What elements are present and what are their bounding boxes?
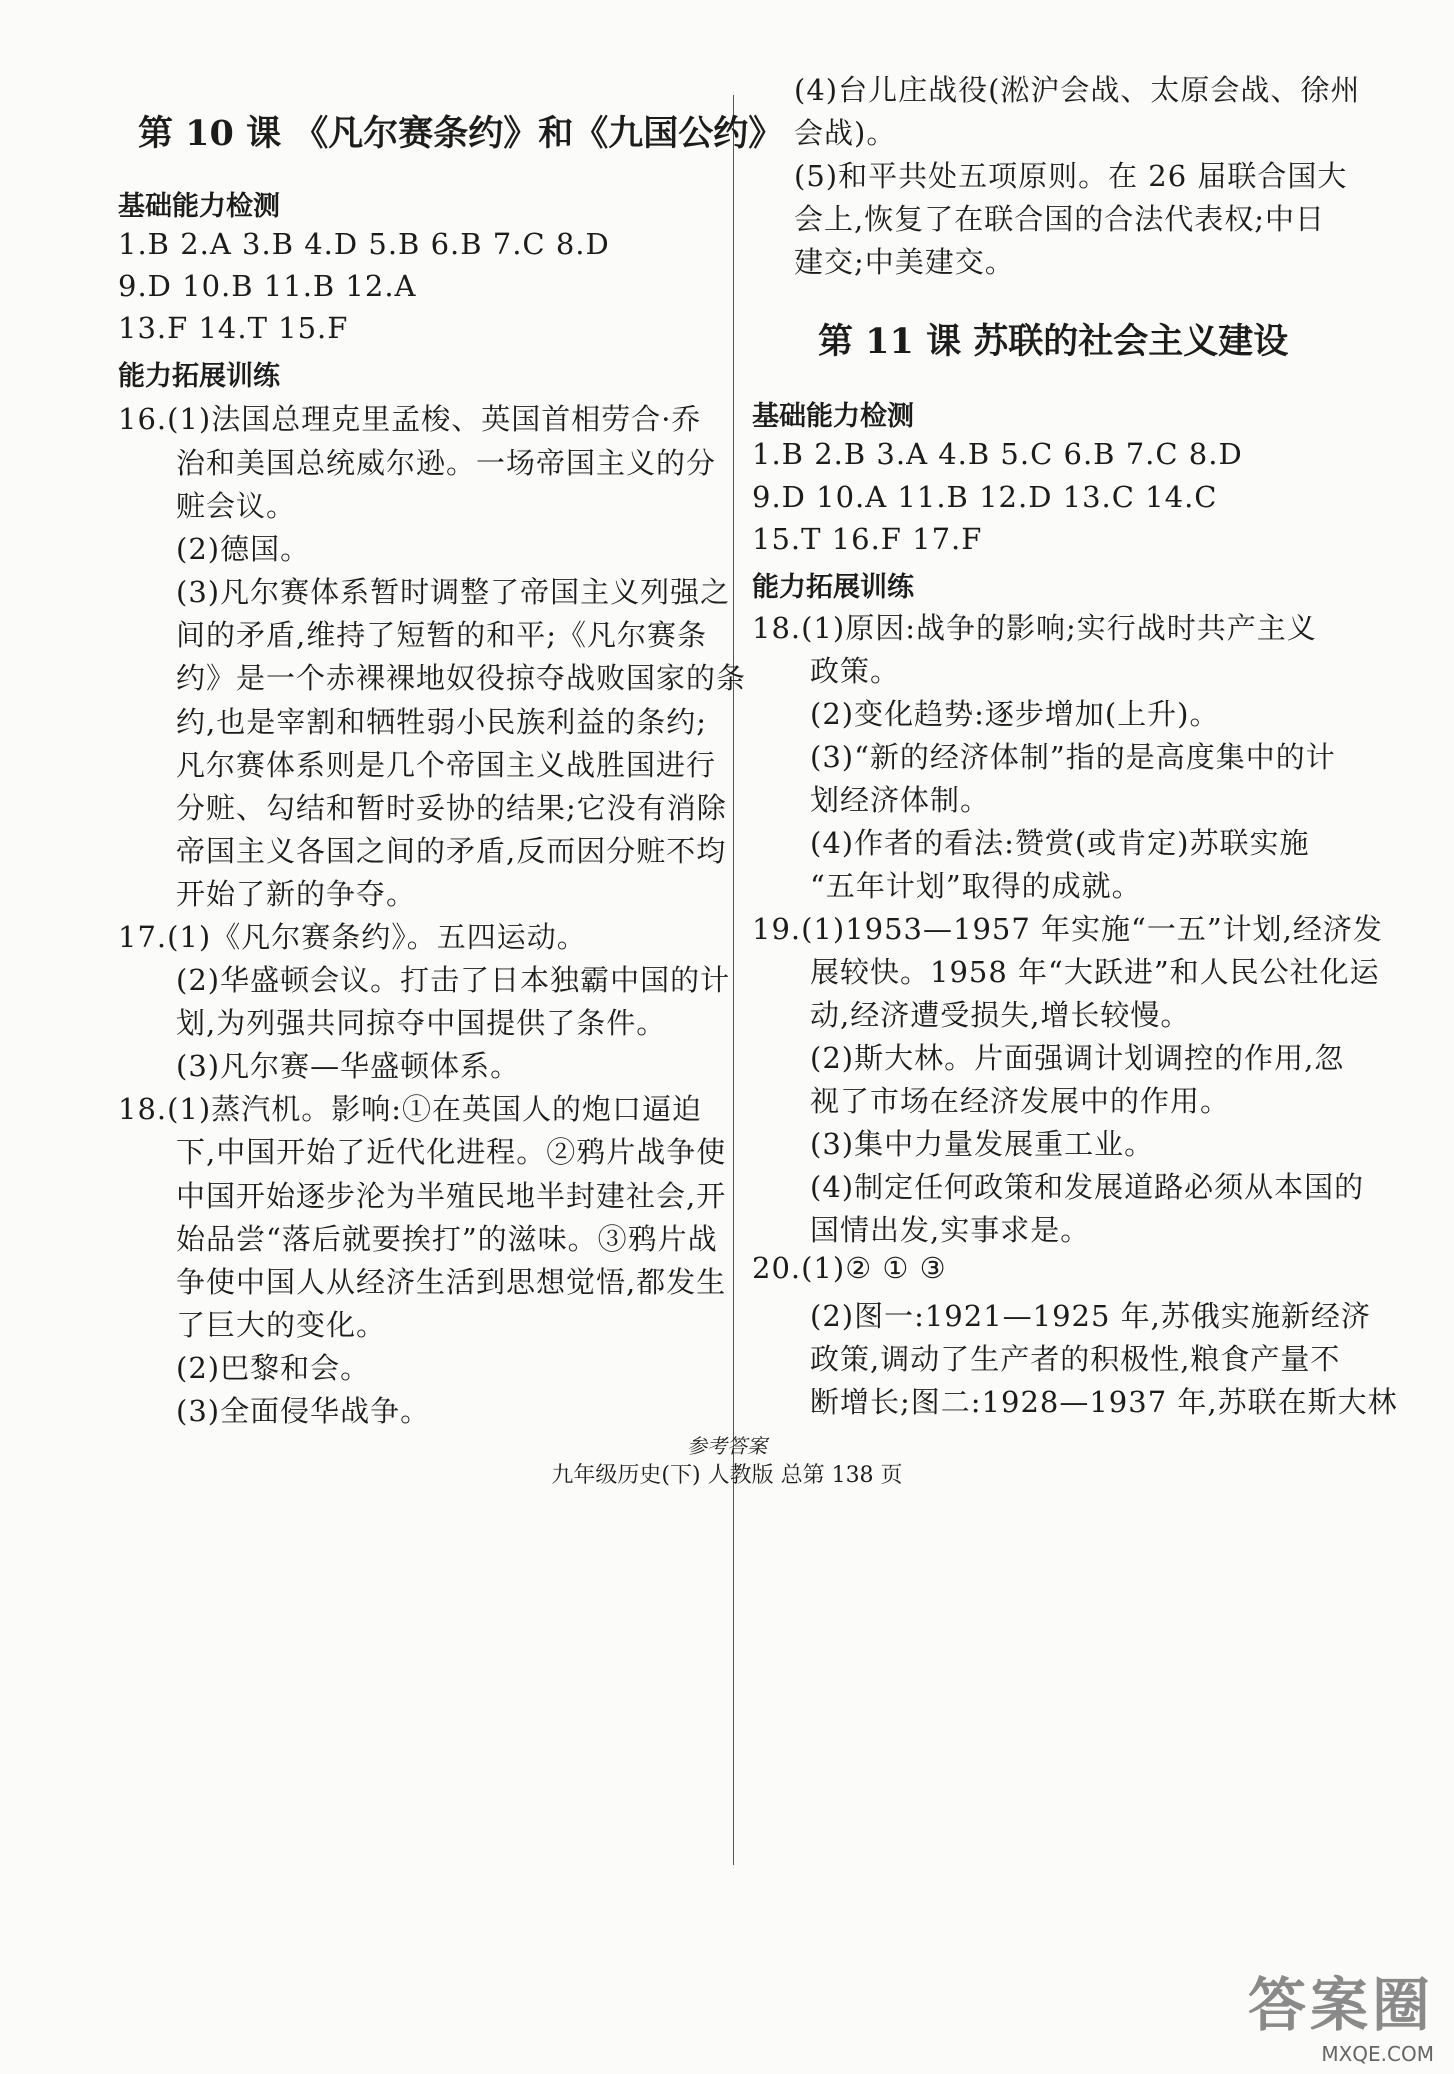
text-line: 会战)。: [794, 116, 897, 150]
text-line: 19.(1)1953—1957 年实施“一五”计划,经济发: [752, 912, 1383, 946]
text-line: (5)和平共处五项原则。在 26 届联合国大: [794, 159, 1348, 193]
text-line: (3)凡尔赛—华盛顿体系。: [176, 1049, 521, 1083]
text-line: (2)图一:1921—1925 年,苏俄实施新经济: [810, 1299, 1371, 1333]
footer-label: 参考答案: [687, 1434, 767, 1458]
text-line: 政策,调动了生产者的积极性,粮食产量不: [810, 1342, 1341, 1376]
text-line: 始品尝“落后就要挨打”的滋味。③鸦片战: [176, 1222, 718, 1256]
text-line: 划经济体制。: [810, 783, 991, 817]
text-line: 治和美国总统威尔逊。一场帝国主义的分: [176, 446, 717, 480]
answer-line: 13.F 14.T 15.F: [118, 311, 349, 345]
text-line: 20.(1)② ① ③: [752, 1251, 947, 1285]
text-line: (3)凡尔赛体系暂时调整了帝国主义列强之: [176, 575, 731, 609]
answer-line: 15.T 16.F 17.F: [752, 522, 983, 556]
column-divider: [733, 95, 734, 1865]
answer-line: 9.D 10.B 11.B 12.A: [118, 269, 417, 303]
answer-line: 1.B 2.B 3.A 4.B 5.C 6.B 7.C 8.D: [752, 437, 1243, 471]
text-line: 18.(1)原因:战争的影响;实行战时共产主义: [752, 611, 1317, 645]
text-line: (2)变化趋势:逐步增加(上升)。: [810, 697, 1220, 731]
basic-ability-heading: 基础能力检测: [118, 191, 280, 222]
text-line: (4)台儿庄战役(淞沪会战、太原会战、徐州: [794, 73, 1361, 107]
answer-line: 1.B 2.A 3.B 4.D 5.B 6.B 7.C 8.D: [118, 227, 610, 261]
text-line: 约,也是宰割和牺牲弱小民族利益的条约;: [176, 705, 707, 739]
watermark-url: MXQE.COM: [1321, 2042, 1434, 2066]
text-line: 约》是一个赤裸裸地奴役掠夺战败国家的条: [176, 661, 747, 695]
text-line: 断增长;图二:1928—1937 年,苏联在斯大林: [810, 1385, 1398, 1419]
text-line: 16.(1)法国总理克里孟梭、英国首相劳合·乔: [118, 402, 702, 436]
watermark: [1248, 1958, 1434, 2066]
text-line: 间的矛盾,维持了短暂的和平;《凡尔赛条: [176, 618, 707, 652]
text-line: 建交;中美建交。: [794, 245, 1015, 279]
text-line: (4)作者的看法:赞赏(或肯定)苏联实施: [810, 826, 1310, 860]
text-line: 展较快。1958 年“大跃进”和人民公社化运: [810, 955, 1380, 989]
extension-training-heading: 能力拓展训练: [752, 572, 914, 603]
text-line: 动,经济遭受损失,增长较慢。: [810, 998, 1191, 1032]
lesson-11-title: 第 11 课 苏联的社会主义建设: [818, 321, 1289, 362]
footer-info: 九年级历史(下) 人教版 总第 138 页: [551, 1463, 903, 1488]
text-line: 中国开始逐步沦为半殖民地半封建社会,开: [176, 1179, 727, 1213]
answer-line: 9.D 10.A 11.B 12.D 13.C 14.C: [752, 480, 1218, 514]
text-line: 划,为列强共同掠夺中国提供了条件。: [176, 1006, 667, 1040]
text-line: 分赃、勾结和暂时妥协的结果;它没有消除: [176, 791, 727, 825]
text-line: 18.(1)蒸汽机。影响:①在英国人的炮口逼迫: [118, 1092, 702, 1126]
basic-ability-heading: 基础能力检测: [752, 401, 914, 432]
lesson-10-title: 第 10 课 《凡尔赛条约》和《九国公约》: [138, 113, 784, 154]
text-line: 争使中国人从经济生活到思想觉悟,都发生: [176, 1265, 727, 1299]
text-line: “五年计划”取得的成就。: [810, 869, 1142, 903]
text-line: 视了市场在经济发展中的作用。: [810, 1084, 1231, 1118]
watermark-logo: 答案圈: [1247, 1971, 1434, 2039]
text-line: 17.(1)《凡尔赛条约》。五四运动。: [118, 920, 587, 954]
extension-training-heading: 能力拓展训练: [118, 361, 280, 392]
text-line: 了巨大的变化。: [176, 1308, 387, 1342]
text-line: 帝国主义各国之间的矛盾,反而因分赃不均: [176, 834, 727, 868]
text-line: 赃会议。: [176, 489, 297, 523]
text-line: (2)华盛顿会议。打击了日本独霸中国的计: [176, 963, 731, 997]
text-line: (3)集中力量发展重工业。: [810, 1127, 1155, 1161]
text-line: (2)德国。: [176, 532, 311, 566]
text-line: (3)“新的经济体制”指的是高度集中的计: [810, 740, 1336, 774]
text-line: 下,中国开始了近代化进程。②鸦片战争使: [176, 1135, 727, 1169]
text-line: 开始了新的争夺。: [176, 877, 417, 911]
text-line: (2)巴黎和会。: [176, 1351, 371, 1385]
text-line: (4)制定任何政策和发展道路必须从本国的: [810, 1170, 1365, 1204]
text-line: 政策。: [810, 654, 901, 688]
text-line: 国情出发,实事求是。: [810, 1213, 1091, 1247]
text-line: 凡尔赛体系则是几个帝国主义战胜国进行: [176, 748, 717, 782]
text-line: (3)全面侵华战争。: [176, 1394, 431, 1428]
text-line: (2)斯大林。片面强调计划调控的作用,忽: [810, 1041, 1345, 1075]
text-line: 会上,恢复了在联合国的合法代表权;中日: [794, 202, 1325, 236]
